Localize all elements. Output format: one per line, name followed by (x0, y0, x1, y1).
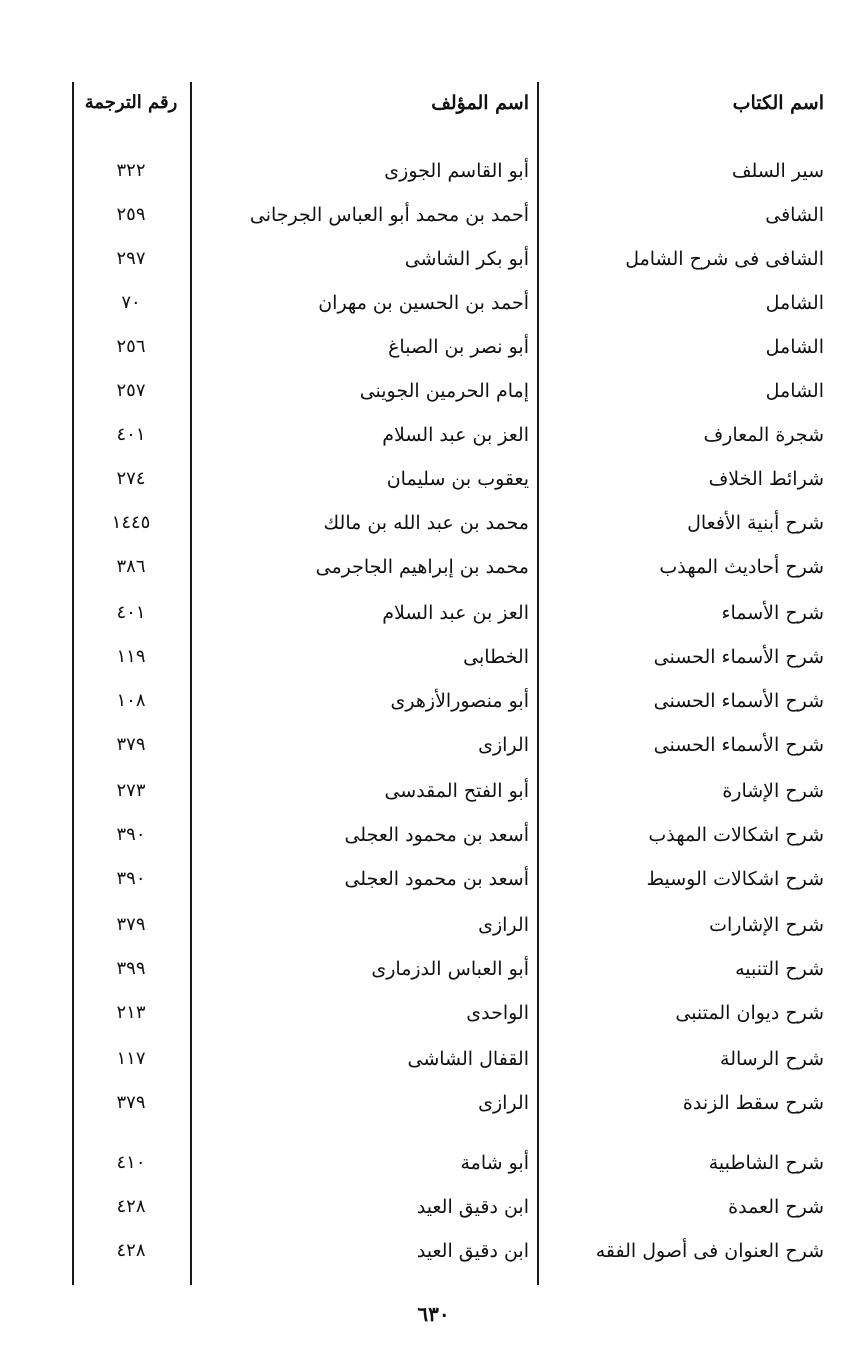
row-author-name: أبو بكر الشاشى (404, 248, 529, 270)
row-biography-number: ٢٥٩ (116, 204, 146, 225)
row-author-name: ابن دقيق العيد (416, 1240, 529, 1262)
row-biography-number: ٤٠١ (116, 424, 146, 445)
row-biography-number: ١٤٤٥ (111, 512, 151, 533)
row-book-title: شرح اشكالات الوسيط (646, 868, 824, 890)
header-author-name: اسم المؤلف (431, 92, 529, 114)
row-author-name: أبو منصورالأزهرى (390, 690, 529, 712)
row-author-name: أبو العباس الدزمارى (371, 958, 529, 980)
row-author-name: أبو نصر بن الصباغ (388, 336, 529, 358)
row-biography-number: ٣٧٩ (116, 734, 146, 755)
row-biography-number: ٢٩٧ (116, 248, 146, 269)
row-biography-number: ٣٨٦ (116, 556, 146, 577)
row-biography-number: ٤٢٨ (116, 1196, 146, 1217)
row-book-title: شرح الأسماء الحسنى (653, 690, 824, 712)
row-book-title: سير السلف (731, 160, 824, 182)
row-book-title: شرح الرسالة (720, 1048, 824, 1070)
column-divider-right (537, 82, 539, 1285)
row-author-name: الرازى (478, 1092, 529, 1114)
row-biography-number: ١١٧ (116, 1048, 146, 1069)
row-biography-number: ٤٠١ (116, 602, 146, 623)
row-book-title: شرح العمدة (728, 1196, 824, 1218)
row-author-name: محمد بن عبد الله بن مالك (323, 512, 529, 534)
row-book-title: الشافى فى شرح الشامل (625, 248, 824, 270)
row-book-title: شرح أحاديث المهذب (659, 556, 824, 578)
row-biography-number: ١٠٨ (116, 690, 146, 711)
row-book-title: شرائط الخلاف (708, 468, 824, 490)
row-book-title: شرح الأسماء الحسنى (653, 646, 824, 668)
row-author-name: الرازى (478, 734, 529, 756)
row-biography-number: ٤١٠ (116, 1152, 146, 1173)
row-author-name: الرازى (478, 914, 529, 936)
row-book-title: شرح العنوان فى أصول الفقه (595, 1240, 824, 1262)
row-book-title: شرح الأسماء الحسنى (653, 734, 824, 756)
row-author-name: ابن دقيق العيد (416, 1196, 529, 1218)
row-biography-number: ٢٧٤ (116, 468, 146, 489)
row-biography-number: ٣٩٩ (116, 958, 146, 979)
row-author-name: أحمد بن الحسين بن مهران (318, 292, 529, 314)
header-book-title: اسم الكتاب (732, 92, 824, 114)
row-book-title: شرح سقط الزندة (682, 1092, 824, 1114)
row-book-title: الشامل (765, 292, 824, 314)
row-author-name: العز بن عبد السلام (382, 602, 529, 624)
row-biography-number: ٣٧٩ (116, 1092, 146, 1113)
row-book-title: شرح أبنية الأفعال (687, 512, 824, 534)
row-author-name: يعقوب بن سليمان (386, 468, 529, 490)
row-biography-number: ٢٥٦ (116, 336, 146, 357)
row-biography-number: ٣٢٢ (116, 160, 146, 181)
row-book-title: الشامل (765, 380, 824, 402)
row-book-title: الشامل (765, 336, 824, 358)
row-biography-number: ٧٠ (121, 292, 141, 313)
row-author-name: القفال الشاشى (407, 1048, 529, 1070)
page-number: ٦٣٠ (417, 1302, 450, 1326)
row-biography-number: ١١٩ (116, 646, 146, 667)
row-biography-number: ٣٧٩ (116, 914, 146, 935)
row-biography-number: ٢١٣ (116, 1002, 146, 1023)
row-author-name: العز بن عبد السلام (382, 424, 529, 446)
row-book-title: شرح ديوان المتنبى (675, 1002, 824, 1024)
row-author-name: أبو شامة (460, 1152, 529, 1174)
row-author-name: أبو القاسم الجوزى (384, 160, 529, 182)
row-author-name: الخطابى (463, 646, 529, 668)
row-author-name: إمام الحرمين الجوينى (359, 380, 529, 402)
row-book-title: شرح اشكالات المهذب (648, 824, 824, 846)
row-book-title: شرح الشاطبية (708, 1152, 824, 1174)
row-book-title: شرح الإشارات (709, 914, 824, 936)
row-book-title: شرح الأسماء (721, 602, 824, 624)
row-author-name: أبو الفتح المقدسى (384, 780, 529, 802)
row-book-title: الشافى (765, 204, 824, 226)
row-book-title: شرح التنبيه (735, 958, 824, 980)
row-biography-number: ٤٢٨ (116, 1240, 146, 1261)
column-divider-middle (190, 82, 192, 1285)
row-author-name: الواحدى (466, 1002, 529, 1024)
row-author-name: محمد بن إبراهيم الجاجرمى (315, 556, 529, 578)
row-author-name: أحمد بن محمد أبو العباس الجرجانى (249, 204, 529, 226)
row-book-title: شرح الإشارة (722, 780, 824, 802)
row-biography-number: ٢٧٣ (116, 780, 146, 801)
row-biography-number: ٢٥٧ (116, 380, 146, 401)
row-book-title: شجرة المعارف (703, 424, 824, 446)
row-biography-number: ٣٩٠ (116, 868, 146, 889)
row-author-name: أسعد بن محمود العجلى (344, 868, 529, 890)
row-biography-number: ٣٩٠ (116, 824, 146, 845)
row-author-name: أسعد بن محمود العجلى (344, 824, 529, 846)
header-biography-number: رقم الترجمة (84, 92, 178, 113)
